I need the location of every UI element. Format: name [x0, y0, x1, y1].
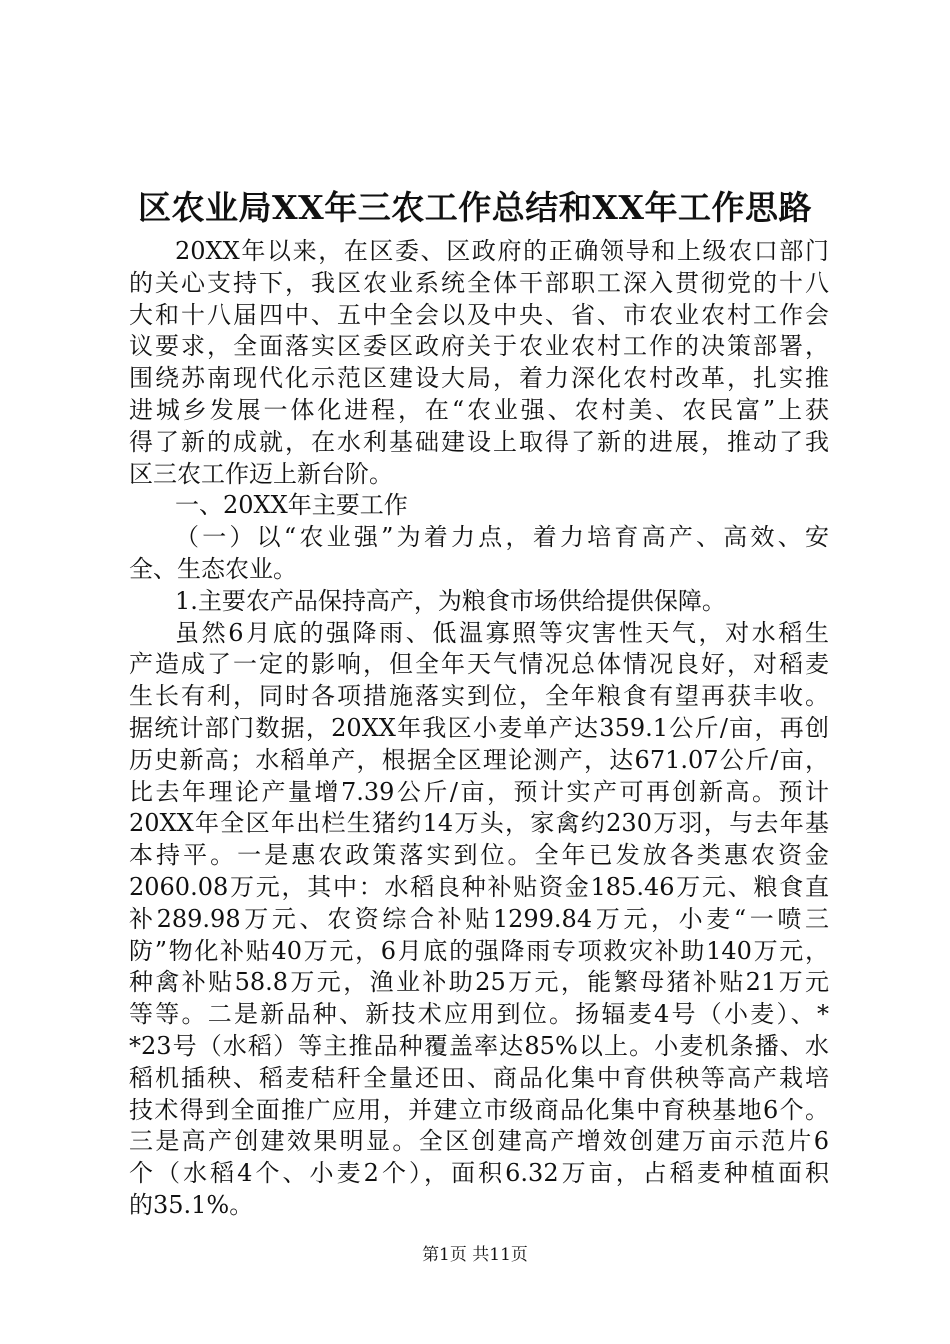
paragraph-line: 防”物化补贴40万元，6月底的强降雨专项救灾补助140万元，	[129, 936, 829, 965]
document-body	[129, 236, 829, 1222]
paragraph-line: 区三农工作迈上新台阶。	[129, 459, 393, 488]
paragraph-line: 稻机插秧、稻麦秸秆全量还田、商品化集中育供秧等高产栽培	[129, 1063, 829, 1092]
paragraph-line: 议要求，全面落实区委区政府关于农业农村工作的决策部署，	[129, 332, 829, 361]
paragraph-line: 2060.08万元，其中：水稻良种补贴资金185.46万元、粮食直	[129, 872, 829, 901]
paragraph-line: 的35.1%。	[129, 1190, 254, 1219]
paragraph-line: 三是高产创建效果明显。全区创建高产增效创建万亩示范片6	[129, 1127, 829, 1156]
paragraph-line: 虽然6月底的强降雨、低温寡照等灾害性天气，对水稻生	[175, 618, 829, 647]
paragraph-line: 等等。二是新品种、新技术应用到位。扬辐麦4号（小麦）、*	[129, 1000, 829, 1029]
paragraph-line: 的关心支持下，我区农业系统全体干部职工深入贯彻党的十八	[129, 268, 829, 297]
section-heading: 一、20XX年主要工作	[175, 491, 408, 520]
paragraph-line: 个（水稻4个、小麦2个），面积6.32万亩，占稻麦种植面积	[129, 1159, 829, 1188]
subsection-heading: （一）以“农业强”为着力点，着力培育高产、高效、安	[175, 523, 829, 552]
paragraph-line: 20XX年全区年出栏生猪约14万头，家禽约230万羽，与去年基	[129, 809, 829, 838]
paragraph-line: 得了新的成就，在水利基础建设上取得了新的进展，推动了我	[129, 427, 829, 456]
page-number-footer: 第1页 共11页	[422, 1245, 528, 1265]
paragraph-line: 补289.98万元、农资综合补贴1299.84万元，小麦“一喷三	[129, 904, 829, 933]
paragraph-line: 大和十八届四中、五中全会以及中央、省、市农业农村工作会	[129, 300, 829, 329]
paragraph-line: 种禽补贴58.8万元，渔业补助25万元，能繁母猪补贴21万元	[129, 968, 829, 997]
paragraph-line: 生长有利，同时各项措施落实到位，全年粮食有望再获丰收。	[129, 682, 829, 711]
paragraph-line: 技术得到全面推广应用，并建立市级商品化集中育秧基地6个。	[129, 1095, 829, 1124]
item-heading: 1.主要农产品保持高产，为粮食市场供给提供保障。	[175, 586, 726, 615]
paragraph-line: 进城乡发展一体化进程，在“农业强、农村美、农民富”上获	[129, 395, 829, 424]
paragraph-line: 本持平。一是惠农政策落实到位。全年已发放各类惠农资金	[129, 841, 829, 870]
subsection-heading: 全、生态农业。	[129, 554, 297, 583]
paragraph-line: 围绕苏南现代化示范区建设大局，着力深化农村改革，扎实推	[129, 364, 829, 393]
paragraph-line: 据统计部门数据，20XX年我区小麦单产达359.1公斤/亩，再创	[129, 713, 829, 742]
paragraph-line: 比去年理论产量增7.39公斤/亩，预计实产可再创新高。预计	[129, 777, 829, 806]
document-title: 区农业局XX年三农工作总结和XX年工作思路	[138, 188, 812, 227]
paragraph-line: *23号（水稻）等主推品种覆盖率达85%以上。小麦机条播、水	[129, 1031, 829, 1060]
paragraph-line: 20XX年以来，在区委、区政府的正确领导和上级农口部门	[175, 237, 829, 265]
paragraph-line: 历史新高；水稻单产，根据全区理论测产，达671.07公斤/亩，	[129, 745, 829, 774]
paragraph-line: 产造成了一定的影响，但全年天气情况总体情况良好，对稻麦	[129, 650, 829, 679]
